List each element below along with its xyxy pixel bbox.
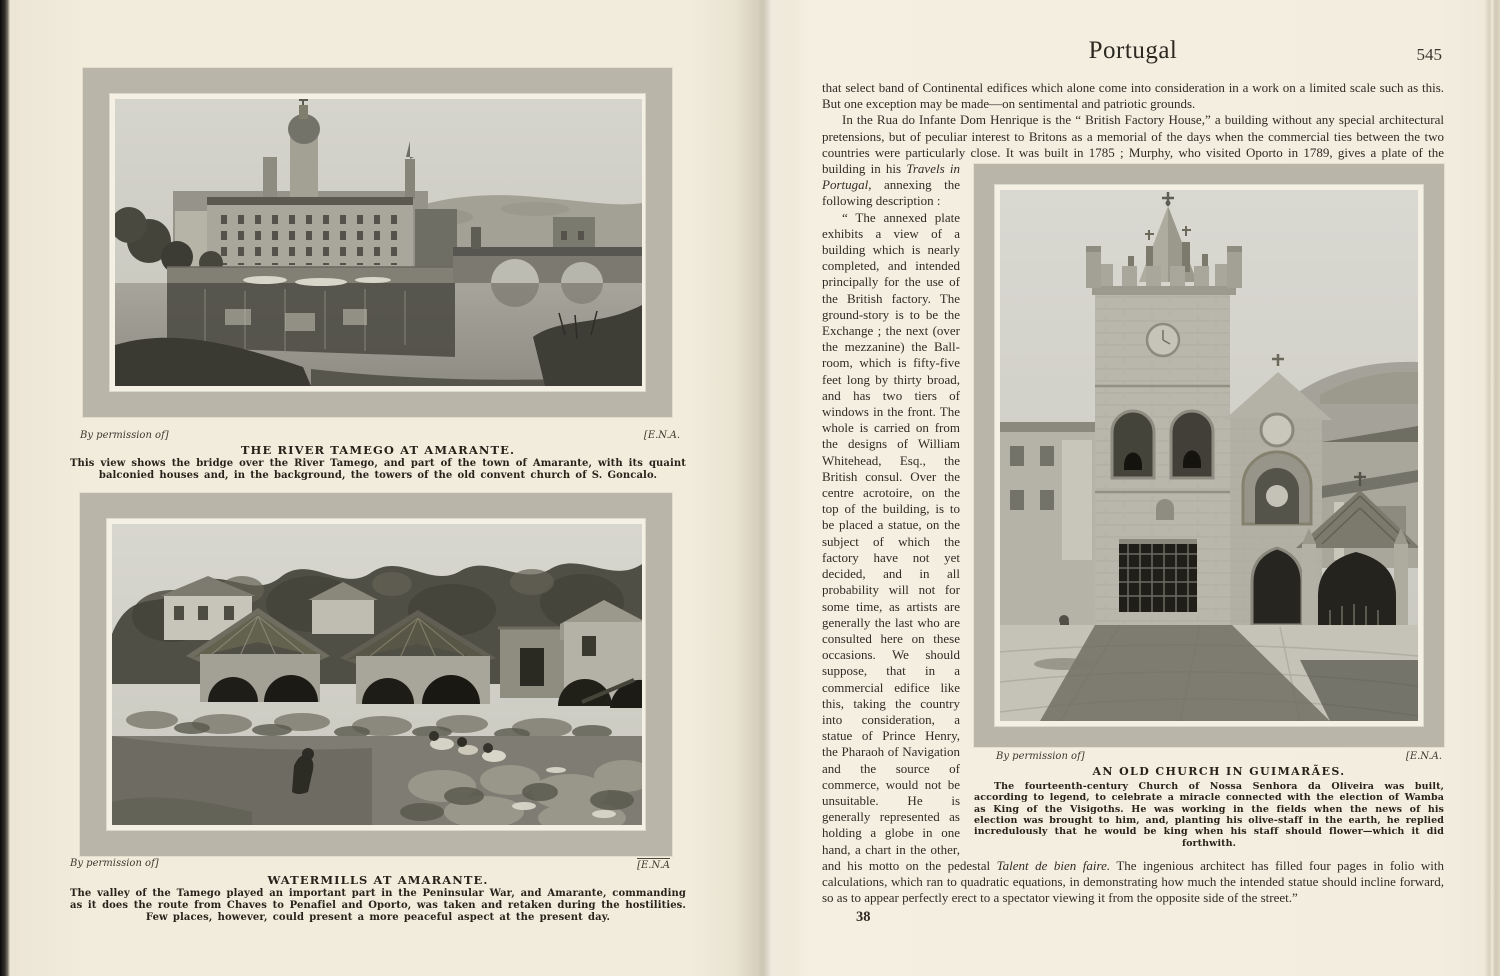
church-photo-mat xyxy=(974,164,1444,747)
book-spine xyxy=(735,0,791,976)
church-attribution xyxy=(976,751,1442,763)
figure-river-tamego xyxy=(70,68,686,482)
body-text xyxy=(822,80,1444,926)
figure-watermills xyxy=(70,493,686,925)
watermills-figure-caption: The valley of the Tamego played an important part in the Peninsular War, and Amarante, commanding as it does the route from Chaves to Penafiel and Oporto, was taken and retaken during the hostilities. Few places, however, could present a more peaceful aspect at the present day. xyxy=(70,888,686,924)
page-number: 545 xyxy=(1416,45,1442,64)
river-figure-caption: This view shows the bridge over the River Tamego, and part of the town of Amarante, with its quaint balconied houses and, in the background, the towers of the old convent church of S. Goncalo. xyxy=(70,458,686,482)
attribution-left: By permission of] xyxy=(80,430,169,441)
river-tamego-photo xyxy=(115,99,642,386)
quotation-text: “ The annexed plate exhibits a view of a building which is nearly completed, and intended principally for the use of the British factory. The ground-story is to be the Exchange ; the next (over the mezzanine) the Ball-room, which is fifty-five feet long by thirty broad, and has two tiers of windows in the front. The whole is carried on from the designs of William Whitehead, Esq., the British consul. Over the centre acrotoire, on the top of the building, is to be placed a statue, on the subject of which the factory have not yet decided, and in all probability will not for some time, as artists are generally the last who are consulted here on these occasions. We should suppose, that in a commercial edifice like this, taking the country into consideration, a statue of Prince Henry, the Pharaoh of Navigation and the source of commerce, would not be unsuitable. He is generally represented as holding a globe in one hand, a chart in the other, and his motto on the pedestal xyxy=(822,209,997,873)
paragraph-text: In the Rua do Infante Dom Henrique is the “ British Factory House,” a building without any special architectural pretensions, but of peculiar interest to Britons as a memorial of the days when the commercial ties between the two countries were particularly close. It was built in 1785 ; Murphy, who xyxy=(822,112,1444,160)
page-header xyxy=(822,36,1444,70)
church-figure-title: AN OLD CHURCH IN GUIMARÃES. xyxy=(1092,765,1346,779)
watermills-figure-title: WATERMILLS AT AMARANTE. xyxy=(267,873,489,887)
paragraph-text: visited Oporto in 1789, gives a plate of the building in his xyxy=(822,144,1444,177)
paragraph-text: annexing the following description : xyxy=(822,177,960,209)
attribution-right: [E.N.A. xyxy=(1405,751,1442,763)
book-title-italic: Travels in Portugal, xyxy=(822,161,960,193)
church-figure-caption: The fourteenth-century Church of Nossa Senhora da Oliveira was built, according to legend, to celebrate a miracle connected with the election of Wamba as King of the Visigoths. He was working in the fields when the news of his election was brought to him, and, planting his olive-staff in the earth, he replied incredulously that he would be king when his staff should flower—which it did forthwith. xyxy=(974,781,1444,849)
old-church-photo xyxy=(1000,190,1418,721)
river-figure-title: THE RIVER TAMEGO AT AMARANTE. xyxy=(240,443,516,457)
book-right-edge xyxy=(1484,0,1500,976)
right-page xyxy=(822,36,1444,926)
book-left-edge xyxy=(0,0,10,976)
paragraph-text: that select band of Continental edifices which alone come into consideration in a work on a limited scale such as this. But one exception may be made—on sentimental and patriotic grounds. xyxy=(822,80,1444,112)
running-head: Portugal xyxy=(1088,37,1178,64)
quotation-text: The ingenious architect has filled four pages in folio with calculations, which ran to quadratic equations, in demonstrating how much the intended statue should incline forward, so as to appear perfectly erect to a spectator viewing it from the opposite side of the street.” xyxy=(822,857,1444,906)
attribution-right: [E.N.A xyxy=(637,860,670,871)
motto-italic: Talent de bien faire. xyxy=(996,857,1111,873)
watermills-attribution xyxy=(70,858,670,872)
watermills-photo xyxy=(112,524,642,825)
body-paragraph-1 xyxy=(822,80,1444,112)
signature-mark: 38 xyxy=(856,909,871,926)
attribution-right: [E.N.A. xyxy=(643,430,680,441)
watermills-photo-mat xyxy=(80,493,672,856)
river-photo-mat xyxy=(83,68,672,417)
attribution-left: By permission of] xyxy=(70,858,159,869)
river-attribution xyxy=(80,430,680,442)
figure-old-church xyxy=(974,164,1444,849)
attribution-left: By permission of] xyxy=(996,751,1085,763)
